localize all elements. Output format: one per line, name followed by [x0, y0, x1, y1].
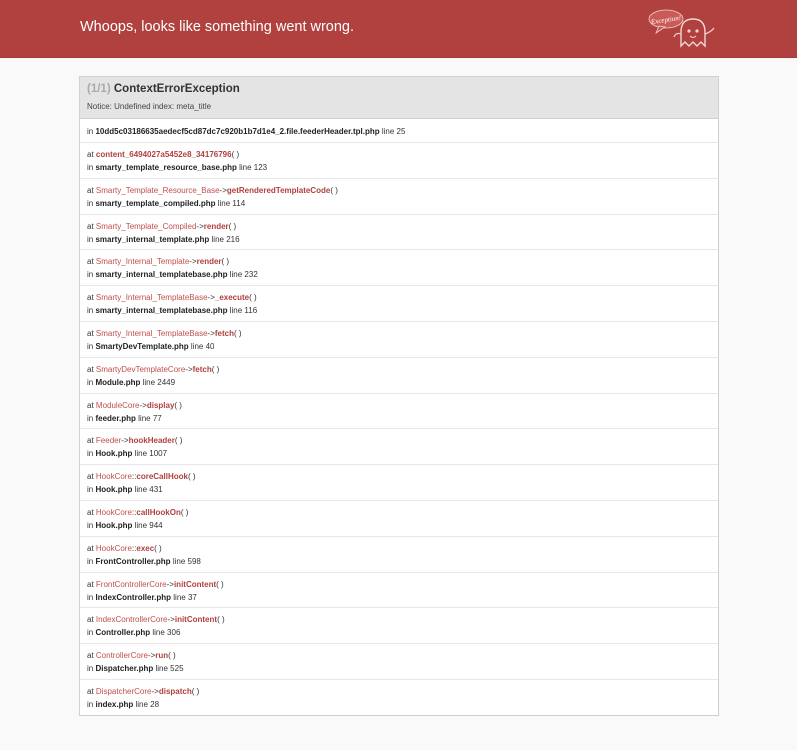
- frame-location: in Controller.php line 306: [87, 628, 181, 638]
- frame-parens: ( ): [221, 257, 230, 267]
- stack-frame: [80, 501, 718, 537]
- frame-file: Hook.php: [95, 485, 133, 495]
- frame-separator: ->: [147, 651, 156, 661]
- frame-parens: ( ): [180, 507, 189, 517]
- frame-location: in Module.php line 2449: [87, 377, 176, 387]
- stack-trace-list: [80, 143, 718, 715]
- frame-separator: ::: [131, 472, 137, 482]
- frame-class: ModuleCore: [95, 400, 140, 410]
- frame-file: Module.php: [95, 377, 141, 387]
- frame-separator: ->: [196, 221, 204, 231]
- frame-line: line 28: [135, 699, 160, 709]
- ghost-exception-icon: [645, 6, 721, 52]
- frame-line: line 2449: [142, 377, 176, 387]
- frame-call: at Smarty_Internal_Template->render( ): [87, 257, 230, 267]
- stack-frame: [80, 322, 718, 358]
- frame-line: line 123: [239, 163, 268, 172]
- frame-location: in Dispatcher.php line 525: [87, 664, 184, 674]
- stack-frame: [80, 215, 718, 251]
- frame-function: display: [146, 400, 175, 410]
- stack-frame: [80, 537, 718, 573]
- frame-separator: ->: [207, 293, 215, 303]
- frame-location: in index.php line 28: [87, 699, 160, 709]
- frame-separator: ->: [207, 328, 215, 338]
- frame-parens: ( ): [231, 150, 240, 159]
- frame-call: at HookCore::callHookOn( ): [87, 507, 189, 517]
- frame-class: HookCore: [95, 507, 132, 517]
- frame-call: at Feeder->hookHeader( ): [87, 436, 183, 446]
- stack-frame: [80, 644, 718, 680]
- frame-class: FrontControllerCore: [95, 579, 167, 589]
- frame-location: in smarty_internal_template.php line 216: [87, 234, 240, 244]
- frame-location: in Hook.php line 944: [87, 520, 163, 530]
- frame-line: line 598: [172, 556, 201, 566]
- frame-line: line 1007: [134, 449, 168, 459]
- stack-frame: [80, 608, 718, 644]
- frame-file: FrontController.php: [95, 556, 171, 566]
- frame-separator: ::: [131, 543, 137, 553]
- frame-function: callHookOn: [136, 507, 181, 517]
- frame-location: in feeder.php line 77: [87, 413, 162, 423]
- frame-file: 10dd5c03186635aedecf5cd87dc7c920b1b7d1e4_2.file.feederHeader.tpl.php: [95, 127, 380, 136]
- frame-separator: ->: [189, 257, 197, 267]
- frame-separator: ->: [167, 615, 175, 625]
- stack-frame: [80, 358, 718, 394]
- frame-parens: ( ): [187, 472, 196, 482]
- exception-count: (1/1): [87, 83, 111, 95]
- frame-parens: ( ): [216, 579, 224, 589]
- frame-line: line 114: [217, 198, 246, 208]
- frame-call: at ModuleCore->display( ): [87, 400, 182, 410]
- frame-parens: ( ): [249, 293, 257, 303]
- stack-frame: [80, 179, 718, 215]
- frame-file: smarty_internal_templatebase.php: [95, 270, 228, 280]
- frame-file: smarty_template_resource_base.php: [95, 163, 237, 172]
- frame-separator: ::: [131, 507, 137, 517]
- frame-file: smarty_internal_templatebase.php: [95, 306, 228, 316]
- frame-class: Smarty_Internal_TemplateBase: [95, 328, 208, 338]
- frame-class: Feeder: [95, 436, 122, 446]
- frame-call: at DispatcherCore->dispatch( ): [87, 686, 200, 696]
- frame-file: SmartyDevTemplate.php: [95, 341, 189, 351]
- frame-call: at HookCore::coreCallHook( ): [87, 472, 196, 482]
- error-header: [0, 0, 797, 58]
- frame-line: line 431: [134, 485, 163, 495]
- frame-separator: ->: [219, 185, 227, 195]
- frame-call: at Smarty_Template_Resource_Base->getRenderedTemplateCode( ): [87, 185, 338, 195]
- frame-file: IndexController.php: [95, 592, 172, 602]
- frame-location: in smarty_template_compiled.php line 114: [87, 198, 246, 208]
- stack-frame: [80, 465, 718, 501]
- frame-parens: ( ): [168, 651, 176, 661]
- frame-line: line 306: [152, 628, 181, 638]
- stack-frame: [80, 250, 718, 286]
- frame-class: Smarty_Internal_TemplateBase: [95, 293, 208, 303]
- frame-parens: ( ): [174, 400, 182, 410]
- frame-class: DispatcherCore: [95, 686, 152, 696]
- frame-file: smarty_template_compiled.php: [95, 198, 216, 208]
- frame-class: ControllerCore: [95, 651, 148, 661]
- frame-class: Smarty_Internal_Template: [95, 257, 190, 267]
- frame-line: line 232: [229, 270, 258, 280]
- frame-line: line 40: [190, 341, 215, 351]
- frame-separator: ->: [139, 400, 147, 410]
- frame-line: line 944: [134, 520, 163, 530]
- frame-line: line 25: [381, 127, 406, 136]
- frame-call: at FrontControllerCore->initContent( ): [87, 579, 224, 589]
- stack-frame: [80, 573, 718, 609]
- frame-parens: ( ): [211, 364, 220, 374]
- frame-function: exec: [136, 543, 155, 553]
- frame-parens: ( ): [154, 543, 162, 553]
- frame-function: fetch: [214, 328, 234, 338]
- frame-location: in FrontController.php line 598: [87, 556, 201, 566]
- frame-line: line 116: [229, 306, 258, 316]
- frame-call: at IndexControllerCore->initContent( ): [87, 615, 225, 625]
- frame-function: content_6494027a5452e8_34176796: [95, 150, 232, 159]
- frame-function: render: [196, 257, 222, 267]
- frame-line: line 77: [138, 413, 162, 423]
- stack-frame: [80, 143, 718, 179]
- frame-function: getRenderedTemplateCode: [226, 185, 331, 195]
- frame-function: hookHeader: [128, 436, 175, 446]
- frame-class: Smarty_Template_Compiled: [95, 221, 197, 231]
- stack-frame: [80, 394, 718, 430]
- frame-location: in Hook.php line 1007: [87, 449, 168, 459]
- frame-line: line 216: [211, 234, 240, 244]
- frame-file: smarty_internal_template.php: [95, 234, 210, 244]
- exception-message: Notice: Undefined index: meta_title: [87, 102, 212, 111]
- frame-function: render: [203, 221, 229, 231]
- frame-parens: ( ): [330, 185, 338, 195]
- frame-file: Controller.php: [95, 628, 151, 638]
- svg-text:Exception!: Exception!: [650, 13, 682, 27]
- frame-class: Smarty_Template_Resource_Base: [95, 185, 220, 195]
- error-title: Whoops, looks like something went wrong.: [80, 19, 355, 35]
- frame-parens: ( ): [174, 436, 183, 446]
- exception-class: ContextErrorException: [113, 83, 240, 95]
- frame-file: Hook.php: [95, 520, 133, 530]
- frame-class: HookCore: [95, 472, 132, 482]
- frame-call: at HookCore::exec( ): [87, 543, 162, 553]
- frame-line: line 525: [155, 664, 184, 674]
- frame-call: at Smarty_Internal_TemplateBase->fetch( ): [87, 328, 242, 338]
- frame-separator: ->: [166, 579, 174, 589]
- frame-parens: ( ): [234, 328, 242, 338]
- frame-location: in smarty_internal_templatebase.php line 116: [87, 306, 258, 316]
- frame-function: initContent: [173, 579, 217, 589]
- frame-file: Hook.php: [95, 449, 133, 459]
- frame-call: at content_6494027a5452e8_34176796( ): [87, 150, 240, 159]
- frame-line: line 37: [173, 592, 197, 602]
- frame-call: at Smarty_Internal_TemplateBase->_execute( ): [87, 293, 257, 303]
- frame-function: initContent: [174, 615, 218, 625]
- frame-call: at Smarty_Template_Compiled->render( ): [87, 221, 237, 231]
- frame-location: in smarty_template_resource_base.php line 123: [87, 163, 268, 172]
- stack-frame: [80, 680, 718, 715]
- frame-file: feeder.php: [95, 413, 136, 423]
- frame-separator: ->: [121, 436, 129, 446]
- frame-function: coreCallHook: [136, 472, 188, 482]
- frame-call: at SmartyDevTemplateCore->fetch( ): [87, 364, 220, 374]
- frame-class: SmartyDevTemplateCore: [95, 364, 186, 374]
- frame-parens: ( ): [217, 615, 225, 625]
- frame-function: fetch: [192, 364, 212, 374]
- frame-separator: ->: [185, 364, 193, 374]
- frame-parens: ( ): [191, 686, 200, 696]
- stack-frame: [80, 429, 718, 465]
- stack-frame: [80, 286, 718, 322]
- frame-separator: ->: [151, 686, 159, 696]
- stack-frame-origin: in 10dd5c03186635aedecf5cd87dc7c920b1b7d1e4_2.file.feederHeader.tpl.php line 25: [80, 119, 718, 143]
- frame-parens: ( ): [228, 221, 237, 231]
- frame-file: Dispatcher.php: [95, 664, 154, 674]
- frame-function: dispatch: [158, 686, 192, 696]
- frame-location: in IndexController.php line 37: [87, 592, 197, 602]
- frame-location: in Hook.php line 431: [87, 485, 163, 495]
- frame-function: _execute: [214, 293, 250, 303]
- frame-class: HookCore: [95, 543, 132, 553]
- exception-title: [87, 83, 240, 95]
- frame-location: in SmartyDevTemplate.php line 40: [87, 341, 215, 351]
- frame-file: index.php: [95, 699, 134, 709]
- exception-panel: [79, 76, 719, 716]
- exception-header: [80, 77, 718, 119]
- frame-function: run: [155, 651, 169, 661]
- frame-location: in smarty_internal_templatebase.php line 232: [87, 270, 258, 280]
- frame-class: IndexControllerCore: [95, 615, 168, 625]
- frame-call: at ControllerCore->run( ): [87, 651, 176, 661]
